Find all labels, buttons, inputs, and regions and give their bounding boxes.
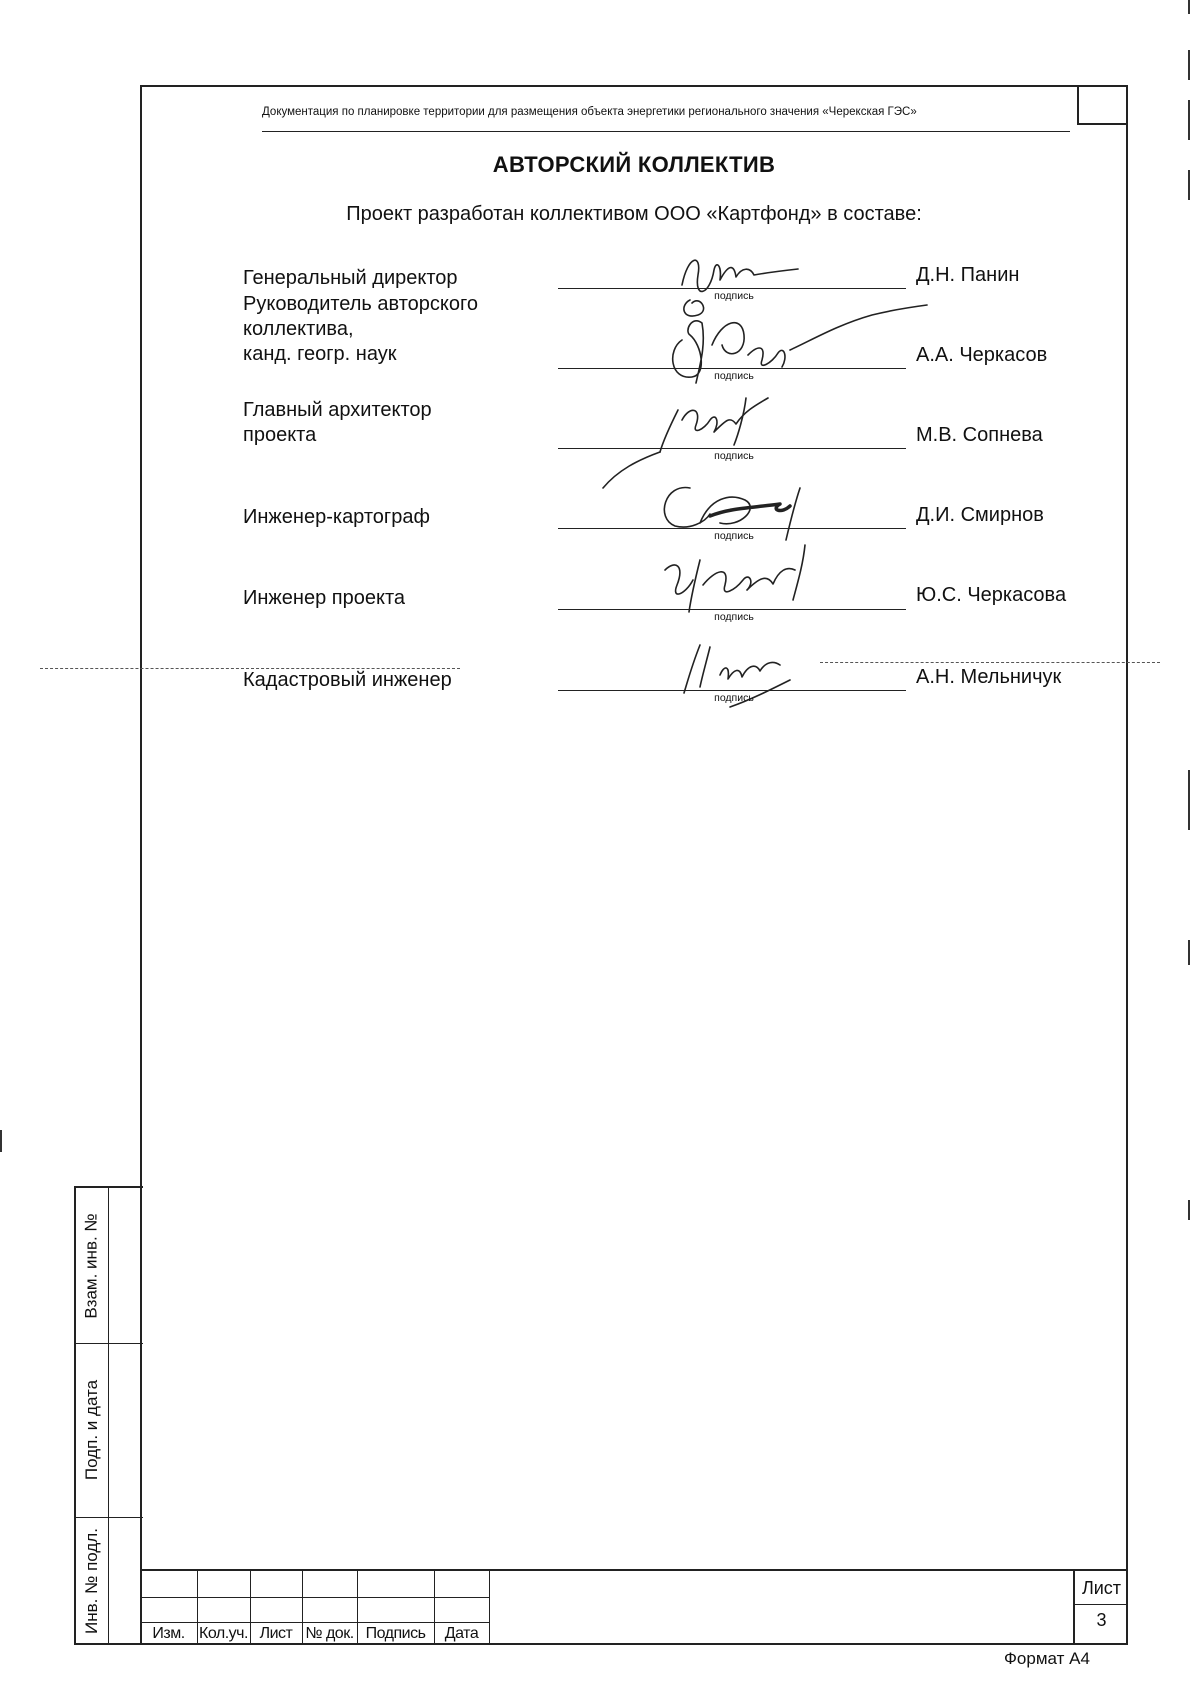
sheet-number: 3 — [1096, 1610, 1107, 1630]
stamp-col-list: Лист — [259, 1625, 293, 1642]
document-header: Документация по планировке территории для размещения объекта энергетики регионального значения «Черекская ГЭС» — [262, 106, 917, 118]
stamp-col-izm: Изм. — [152, 1625, 185, 1642]
scan-artifact-mark — [1188, 0, 1190, 14]
side-label: Подп. и дата — [82, 1379, 102, 1481]
scan-artifact-mark — [1188, 170, 1190, 200]
author-name: А.Н. Мельничук — [916, 666, 1062, 688]
stamp-table — [140, 1569, 490, 1645]
author-name: Д.И. Смирнов — [916, 504, 1044, 526]
author-role: Инженер-картограф — [243, 506, 430, 528]
stamp-col-doc: № док. — [305, 1625, 354, 1642]
scan-artifact-mark — [1188, 50, 1190, 80]
signature-6 — [670, 635, 820, 710]
signature-4 — [650, 478, 820, 548]
scan-artifact-mark — [1188, 1200, 1190, 1220]
signature-caption: подпись — [714, 692, 754, 704]
intro-text: Проект разработан коллективом ООО «Картфонд» в составе: — [346, 203, 922, 225]
signature-caption: подпись — [714, 290, 754, 302]
scan-artifact-mark — [0, 1130, 2, 1152]
signature-3 — [598, 390, 798, 490]
page-title: АВТОРСКИЙ КОЛЛЕКТИВ — [492, 152, 776, 177]
author-name: А.А. Черкасов — [916, 344, 1048, 366]
side-label: Инв. № подл. — [82, 1528, 101, 1634]
scan-artifact-mark — [1188, 940, 1190, 965]
side-panel — [74, 1186, 143, 1645]
stamp-col-signature: Подпись — [365, 1625, 426, 1642]
author-name: Ю.С. Черкасова — [916, 584, 1067, 606]
author-name: Д.Н. Панин — [916, 264, 1020, 286]
signature-caption: подпись — [714, 611, 754, 623]
author-role: Руководитель авторского коллектива, канд. геогр. наук — [243, 293, 478, 365]
stamp-col-kolvo: Кол.уч. — [199, 1625, 248, 1642]
stamp-col-date: Дата — [444, 1625, 479, 1642]
signature-5 — [655, 540, 825, 620]
scan-artifact-mark — [1188, 100, 1190, 140]
header-rule — [262, 131, 1070, 132]
signature-caption: подпись — [714, 370, 754, 382]
paper-format: Формат А4 — [1004, 1649, 1090, 1668]
author-role: Инженер проекта — [243, 587, 406, 609]
sheet-box — [1073, 1569, 1128, 1645]
scan-artifact-line — [40, 668, 460, 669]
scan-artifact-mark — [1188, 770, 1190, 830]
signature-2 — [662, 305, 932, 390]
signature-caption: подпись — [714, 450, 754, 462]
corner-box — [1077, 85, 1128, 125]
scan-artifact-line — [820, 662, 1160, 663]
stamp-top-rule — [490, 1569, 1073, 1571]
sheet-label: Лист — [1075, 1571, 1128, 1605]
author-role: Генеральный директор — [243, 267, 458, 289]
signature-caption: подпись — [714, 530, 754, 542]
author-role: Главный архитектор проекта — [243, 399, 432, 446]
side-label: Взам. инв. № — [82, 1212, 102, 1319]
author-role: Кадастровый инженер — [243, 669, 452, 691]
author-name: М.В. Сопнева — [916, 424, 1043, 446]
